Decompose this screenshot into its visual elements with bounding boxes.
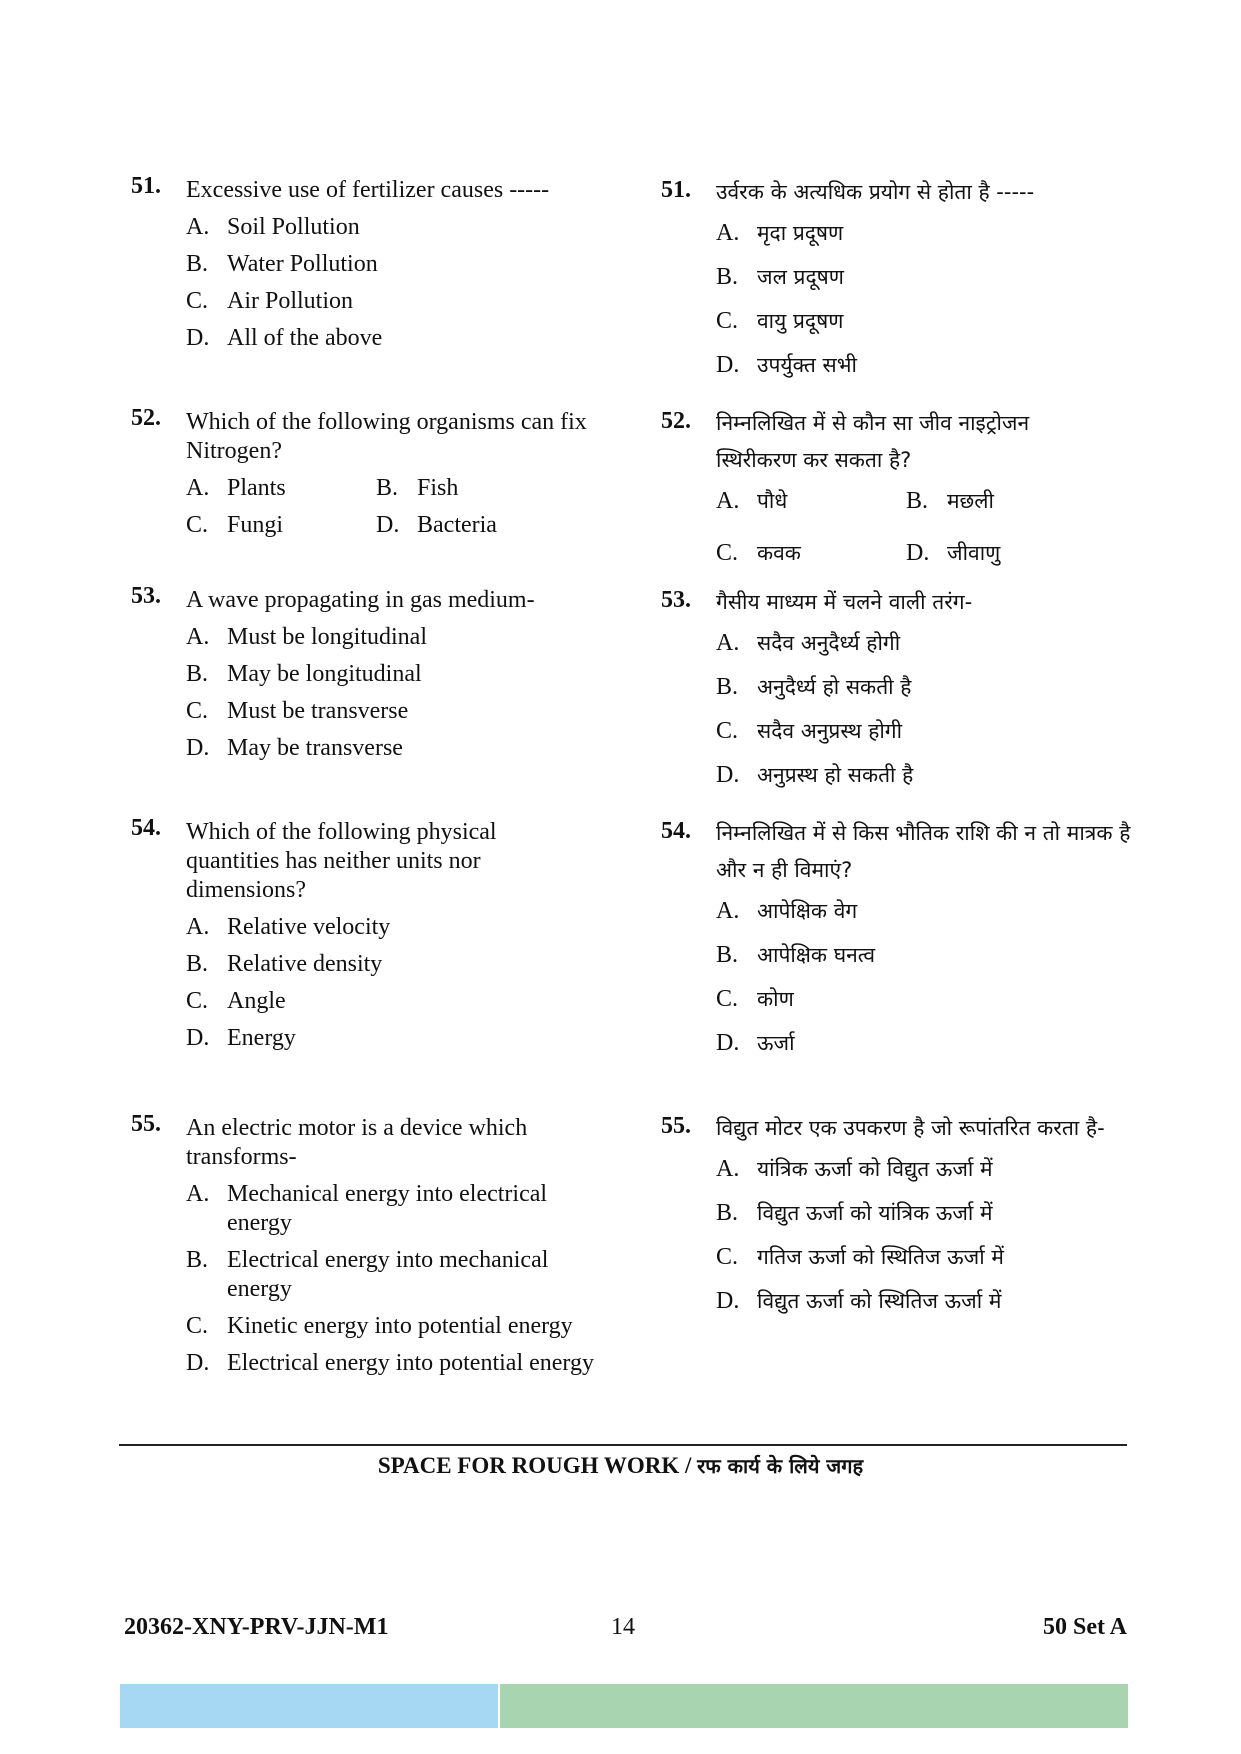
question-number: 55. <box>661 1113 691 1139</box>
question-number: 53. <box>661 587 691 613</box>
option-c: C. Air Pollution <box>186 288 354 314</box>
paper-code: 20362-XNY-PRV-JJN-M1 <box>124 1614 389 1640</box>
question-number: 52. <box>131 405 161 431</box>
question-number: 54. <box>661 818 691 844</box>
question-text: गैसीय माध्यम में चलने वाली तरंग- <box>716 590 973 614</box>
option-d: D. Energy <box>186 1025 296 1051</box>
footer-bar-blue <box>120 1684 498 1728</box>
option-a: A. Plants <box>186 475 286 501</box>
option-d: D. विद्युत ऊर्जा को स्थितिज ऊर्जा में <box>716 1288 1002 1314</box>
option-b: B. Fish <box>376 475 459 501</box>
option-d: D. जीवाणु <box>906 540 1001 566</box>
option-a: A. Soil Pollution <box>186 214 360 240</box>
rough-work-divider <box>119 1444 1127 1446</box>
option-d: D. अनुप्रस्थ हो सकती है <box>716 762 914 788</box>
rough-work-heading <box>0 1452 1241 1479</box>
option-c: C. कवक <box>716 540 801 566</box>
question-text: An electric motor is a device which transforms- <box>186 1115 528 1170</box>
option-a: A. मृदा प्रदूषण <box>716 220 844 246</box>
question-text: Which of the following organisms can fix Nitrogen? <box>186 409 587 464</box>
option-a: A. सदैव अनुदैर्ध्य होगी <box>716 630 901 656</box>
question-text: विद्युत मोटर एक उपकरण है जो रूपांतरित करता है- <box>716 1116 1105 1140</box>
question-text: उर्वरक के अत्यधिक प्रयोग से होता है ----- <box>716 180 1035 204</box>
question-55-hi <box>661 1110 1131 1327</box>
option-a: A. Relative velocity <box>186 914 391 940</box>
rough-work-label-en: SPACE FOR ROUGH WORK / <box>377 1453 692 1478</box>
option-b: B. जल प्रदूषण <box>716 264 844 290</box>
option-d: D. ऊर्जा <box>716 1030 795 1056</box>
option-a: A. Mechanical energy into electrical energy <box>186 1181 548 1236</box>
question-text: Excessive use of fertilizer causes ----- <box>186 177 550 203</box>
option-c: C. Fungi <box>186 512 284 538</box>
option-b: B. Water Pollution <box>186 251 378 277</box>
option-b: B. आपेक्षिक घनत्व <box>716 942 875 968</box>
option-b: B. Relative density <box>186 951 383 977</box>
option-b: B. विद्युत ऊर्जा को यांत्रिक ऊर्जा में <box>716 1200 993 1226</box>
question-55-en <box>131 1111 651 1386</box>
option-d: D. उपर्युक्त सभी <box>716 352 857 378</box>
question-number: 55. <box>131 1111 161 1137</box>
option-c: C. कोण <box>716 986 794 1012</box>
question-text: Which of the following physical quantities has neither units nor dimensions? <box>186 819 497 903</box>
footer-bar-green <box>500 1684 1128 1728</box>
question-54-en <box>131 815 651 1061</box>
rough-work-label-hi: रफ कार्य के लिये जगह <box>697 1454 864 1478</box>
option-d: D. Bacteria <box>376 512 497 538</box>
question-53-hi <box>661 584 1131 801</box>
question-number: 52. <box>661 408 691 434</box>
question-51-en <box>131 173 651 361</box>
question-text: निम्नलिखित में से कौन सा जीव नाइट्रोजन स्थिरीकरण कर सकता है? <box>716 411 1030 472</box>
option-c: C. Angle <box>186 988 286 1014</box>
option-a: A. आपेक्षिक वेग <box>716 898 858 924</box>
page-number: 14 <box>611 1614 635 1640</box>
question-53-en <box>131 583 651 771</box>
option-b: B. Electrical energy into mechanical energy <box>186 1247 549 1302</box>
option-a: A. पौधे <box>716 488 788 514</box>
option-b: B. मछली <box>906 488 994 514</box>
set-label: 50 Set A <box>1043 1614 1127 1640</box>
question-text: A wave propagating in gas medium- <box>186 587 535 613</box>
question-54-hi <box>661 815 1131 1069</box>
option-c: C. Kinetic energy into potential energy <box>186 1313 573 1339</box>
option-c: C. गतिज ऊर्जा को स्थितिज ऊर्जा में <box>716 1244 1004 1270</box>
question-52-en <box>131 405 651 540</box>
question-52-hi <box>661 405 1131 579</box>
option-d: D. May be transverse <box>186 735 403 761</box>
question-51-hi <box>661 174 1131 391</box>
question-number: 51. <box>661 177 691 203</box>
question-number: 54. <box>131 815 161 841</box>
question-number: 53. <box>131 583 161 609</box>
question-text: निम्नलिखित में से किस भौतिक राशि की न तो मात्रक है और न ही विमाएं? <box>716 821 1131 882</box>
option-c: C. वायु प्रदूषण <box>716 308 844 334</box>
option-d: D. Electrical energy into potential energy <box>186 1350 594 1376</box>
question-number: 51. <box>131 173 161 199</box>
option-b: B. May be longitudinal <box>186 661 422 687</box>
option-d: D. All of the above <box>186 325 383 351</box>
option-c: C. सदैव अनुप्रस्थ होगी <box>716 718 903 744</box>
option-a: A. यांत्रिक ऊर्जा को विद्युत ऊर्जा में <box>716 1156 993 1182</box>
option-b: B. अनुदैर्ध्य हो सकती है <box>716 674 912 700</box>
option-c: C. Must be transverse <box>186 698 409 724</box>
option-a: A. Must be longitudinal <box>186 624 427 650</box>
